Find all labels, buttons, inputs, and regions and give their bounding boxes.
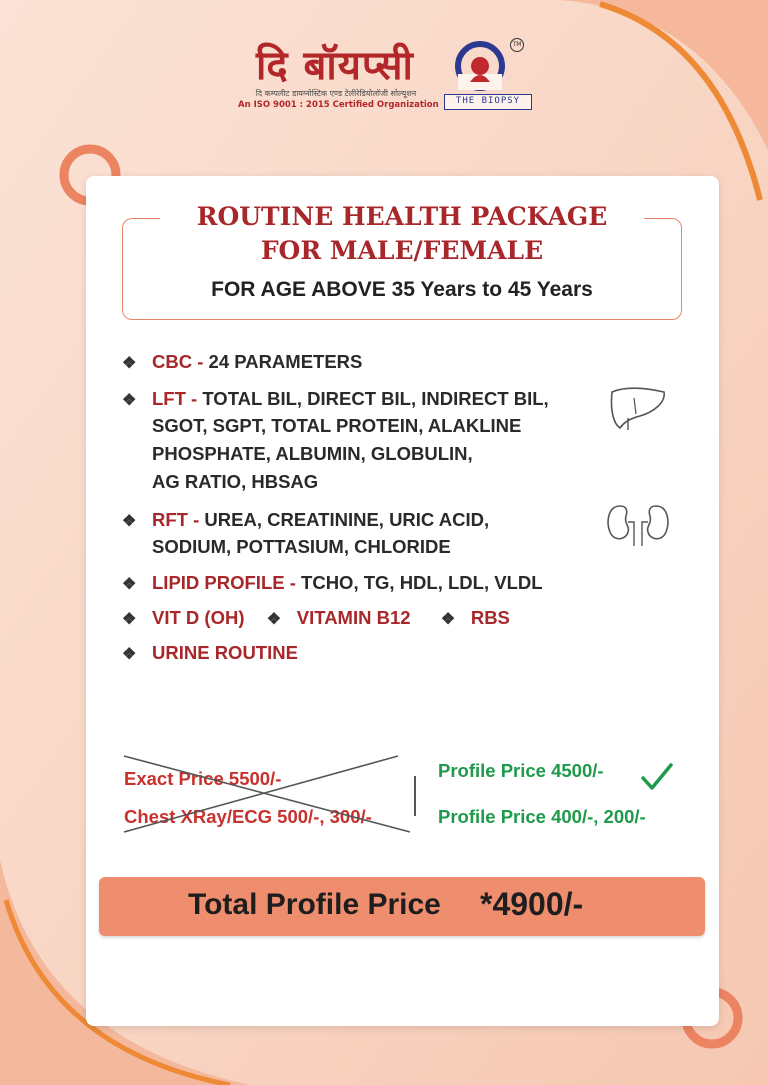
diamond-bullet-icon: ❖ — [122, 392, 137, 409]
profile-xray-ecg-price: Profile Price 400/-, 200/- — [438, 806, 646, 827]
xray-ecg-price: Chest XRay/ECG 500/-, 300/- — [124, 806, 372, 827]
test-item-urine — [122, 639, 298, 668]
exact-price: Exact Price 5500/- — [124, 768, 282, 789]
test-detail-lft-1: TOTAL BIL, DIRECT BIL, INDIRECT BIL, — [202, 388, 549, 409]
iso-certification: An ISO 9001 : 2015 Certified Organization — [238, 100, 439, 110]
test-detail-rft-1: UREA, CREATININE, URIC ACID, — [204, 509, 490, 530]
diamond-bullet-icon: ❖ — [122, 576, 137, 593]
age-range: FOR AGE ABOVE 35 Years to 45 Years — [211, 278, 593, 301]
package-title-line1: ROUTINE HEALTH PACKAGE — [196, 202, 608, 231]
test-name-lipid: LIPID PROFILE - — [152, 572, 296, 593]
test-name-vit-d: VIT D (OH) — [152, 607, 245, 628]
test-detail-lft-2: SGOT, SGPT, TOTAL PROTEIN, ALAKLINE — [152, 415, 522, 436]
logo-wordmark: THE BIOPSY — [444, 94, 532, 110]
test-item-cbc — [122, 348, 362, 377]
test-name-urine: URINE ROUTINE — [152, 642, 298, 663]
price-divider — [414, 776, 416, 816]
liver-icon — [606, 384, 668, 432]
test-name-vit-b12: VITAMIN B12 — [296, 607, 411, 628]
diamond-bullet-icon: ❖ — [266, 611, 282, 628]
kidney-icon — [606, 500, 670, 548]
total-price-value: *4900/- — [480, 886, 584, 922]
package-title-line2: FOR MALE/FEMALE — [260, 236, 544, 265]
test-name-lft: LFT - — [152, 388, 198, 409]
brand-tagline: दि कम्पलीट डायग्नोस्टिक एण्ड टेलीरेडियोलॉजी सोल्यूशन — [255, 89, 417, 98]
total-price-label: Total Profile Price — [188, 888, 441, 921]
test-name-cbc: CBC - — [152, 351, 204, 372]
test-detail-lft-3: PHOSPHATE, ALBUMIN, GLOBULIN, — [152, 443, 473, 464]
test-item-lipid — [122, 569, 543, 598]
checkmark-icon — [640, 762, 674, 792]
diamond-bullet-icon: ❖ — [122, 646, 137, 663]
test-detail-rft-2: SODIUM, POTTASIUM, CHLORIDE — [152, 536, 451, 557]
profile-price: Profile Price 4500/- — [438, 760, 604, 781]
test-name-rft: RFT - — [152, 509, 200, 530]
test-detail-lipid: TCHO, TG, HDL, LDL, VLDL — [301, 572, 543, 593]
test-detail-cbc: 24 PARAMETERS — [208, 351, 363, 372]
package-title — [160, 200, 644, 268]
test-detail-lft-4: AG RATIO, HBSAG — [152, 471, 319, 492]
brand-name: दि बॉयप्सी — [256, 43, 414, 89]
diamond-bullet-icon: ❖ — [122, 611, 137, 628]
diamond-bullet-icon: ❖ — [440, 611, 456, 628]
diamond-bullet-icon: ❖ — [122, 513, 137, 530]
trademark-badge: TM — [510, 38, 524, 52]
test-name-rbs: RBS — [470, 607, 510, 628]
strikethrough-cross — [118, 752, 418, 836]
test-item-vitamins — [122, 604, 510, 633]
test-item-rft — [122, 506, 489, 535]
test-item-lft — [122, 385, 549, 414]
diamond-bullet-icon: ❖ — [122, 355, 137, 372]
